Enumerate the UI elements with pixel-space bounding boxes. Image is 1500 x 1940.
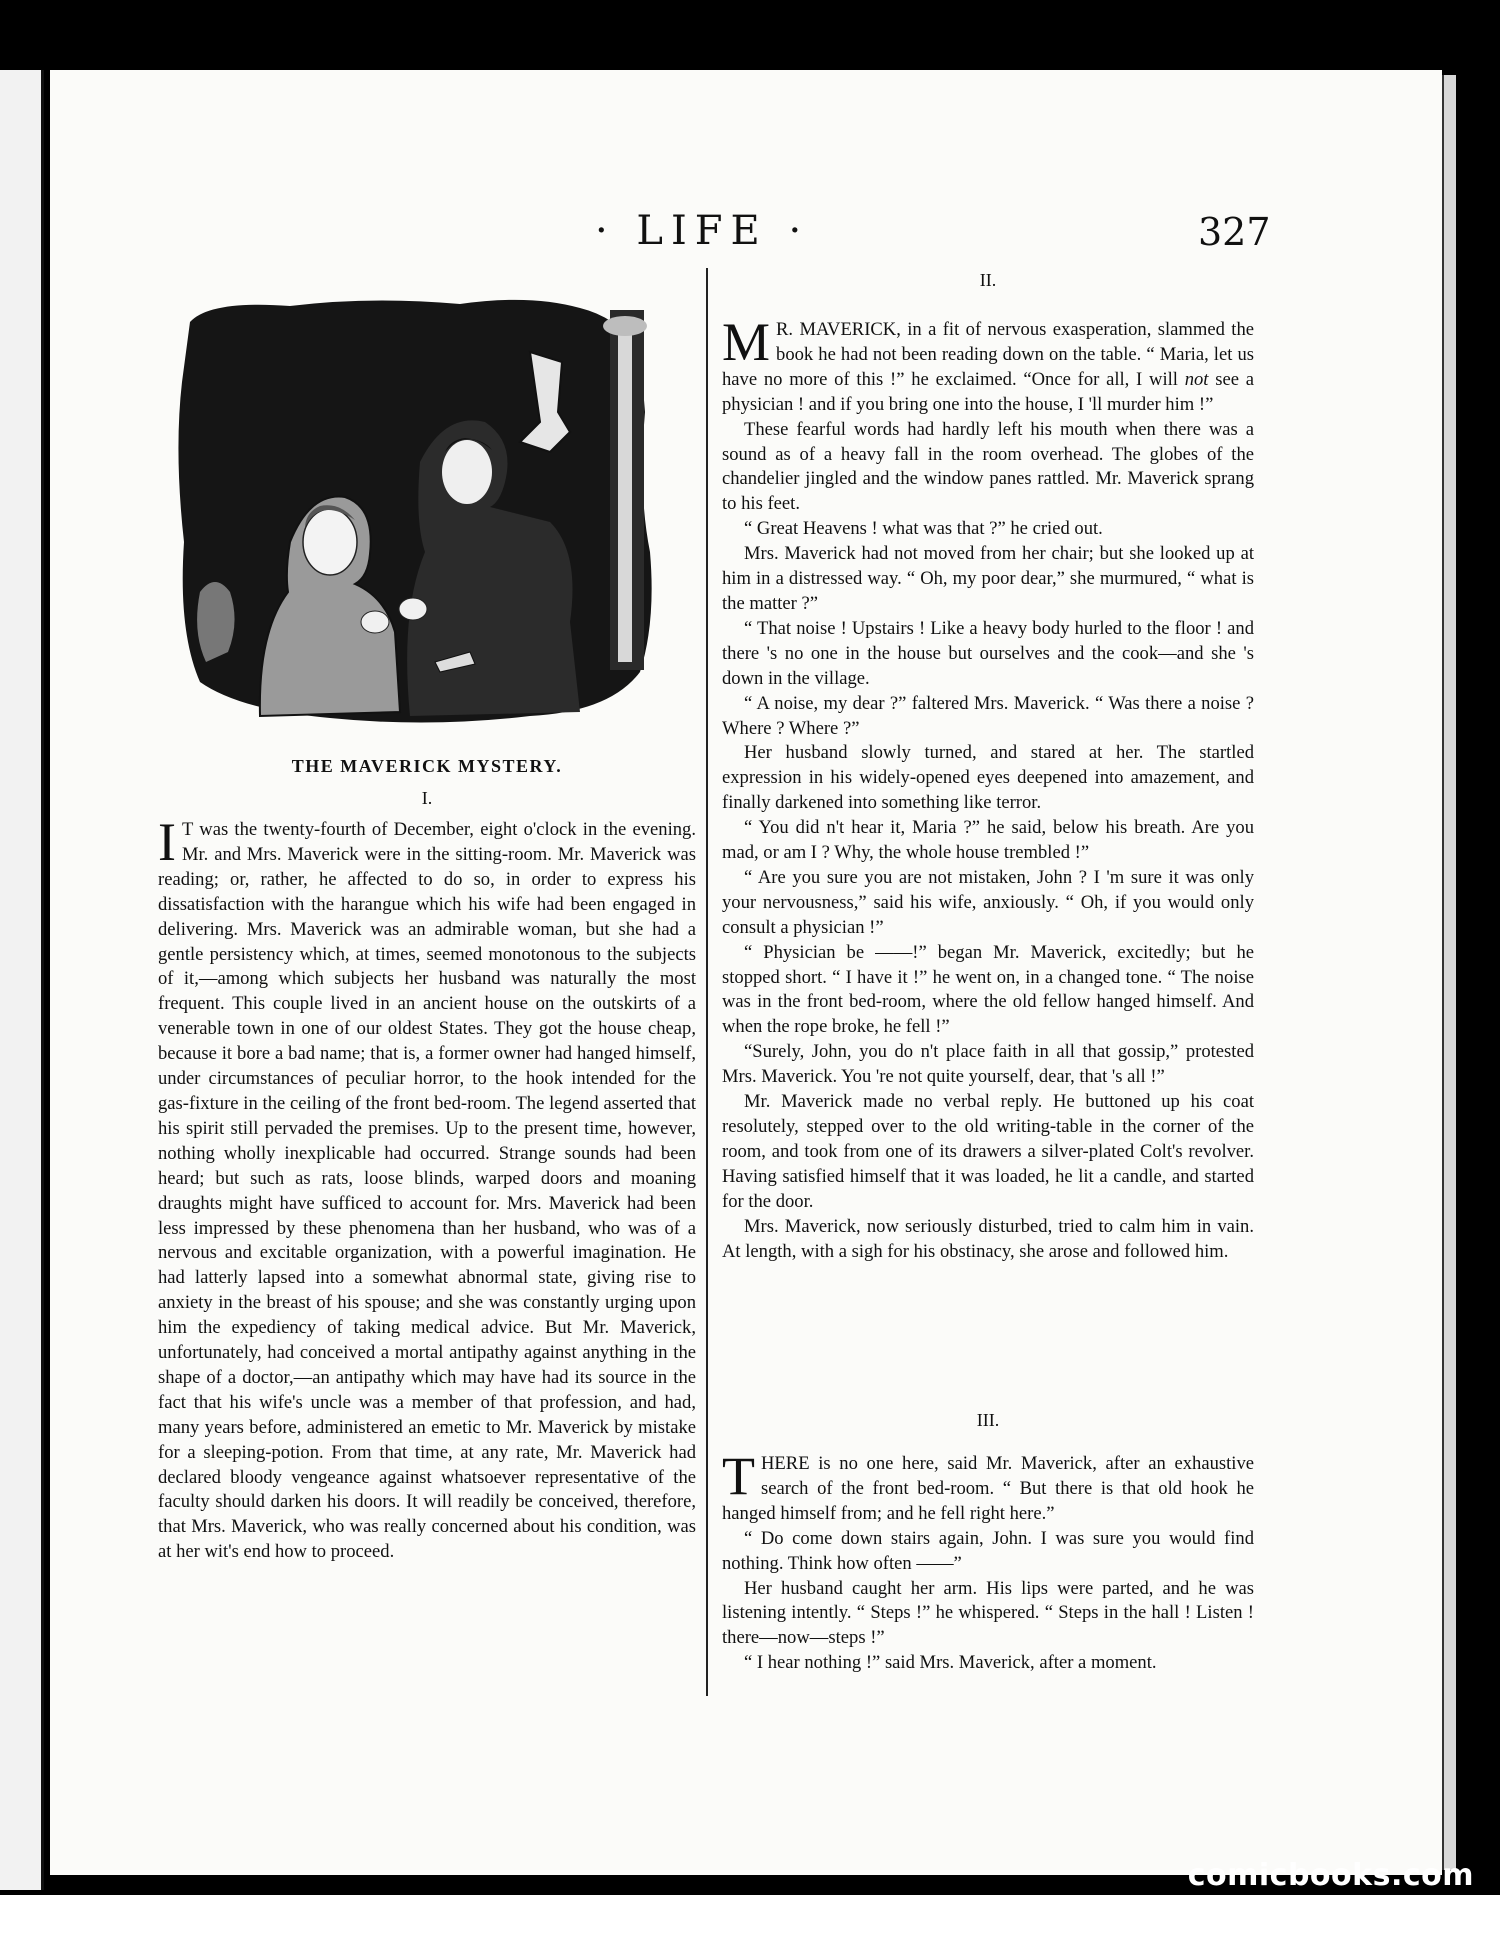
section-label-3: III.	[976, 1410, 1000, 1430]
paragraph: Mrs. Maverick, now seriously disturbed, tried to calm him in vain. At length, with a sigh for his obstinacy, she arose and followed him.	[722, 1215, 1254, 1262]
paragraph: “ Great Heavens ! what was that ?” he cried out.	[744, 518, 1103, 540]
paragraph	[158, 812, 696, 1565]
paragraph	[722, 1446, 1254, 1527]
paragraph-text: see a physician ! and if you bring one into the house, I 'll murder him !”	[722, 368, 1254, 415]
paragraph-text: HERE is no one here, said Mr. Maverick, after an exhaustive search of the front bed-room. “ But there is that old hook he hanged himself from; and he fell right here.”	[722, 1453, 1254, 1524]
paragraph-text: R. MAVERICK, in a fit of nervous exasperation, slammed the book he had not been reading down on the table. “ Maria, let us have no more of this !” he exclaimed. “Once for all, I will	[722, 319, 1254, 390]
paragraph: “ You did n't hear it, Maria ?” he said, below his breath. Are you mad, or am I ? Why, the whole house trembled !”	[722, 817, 1254, 864]
paragraph: Her husband slowly turned, and stared at her. The startled expression in his widely-opened eyes deepened into amazement, and finally darkened into something like terror.	[722, 742, 1254, 814]
paragraph: “ Physician be ——!” began Mr. Maverick, excitedly; but he stopped short. “ I have it !” he went on, in a changed tone. “ The noise was in the front bed-room, where the old fellow hanged himself. And when the rope broke, he fell !”	[722, 941, 1254, 1038]
right-column-continued	[722, 1446, 1254, 1676]
page-title: · LIFE ·	[595, 208, 810, 254]
emphasis-text: not	[1184, 368, 1209, 390]
paragraph: “ Do come down stairs again, John. I was sure you would find nothing. Think how often ——”	[722, 1527, 1254, 1574]
paragraph: Her husband caught her arm. His lips were parted, and he was listening intently. “ Steps !” he whispered. “ Steps in the hall ! Listen ! there—now—steps !”	[722, 1577, 1254, 1649]
paragraph: Mr. Maverick made no verbal reply. He buttoned up his coat resolutely, stepped over to the old writing-table in the corner of the room, and took from one of its drawers a silver-plated Colt's revolver. Having satisfied himself that it was loaded, he lit a candle, and started for the door.	[722, 1091, 1254, 1212]
paragraph: “ A noise, my dear ?” faltered Mrs. Maverick. “ Was there a noise ? Where ? Where ?”	[722, 692, 1254, 739]
story-illustration	[170, 292, 702, 734]
paragraph: “Surely, John, you do n't place faith in all that gossip,” protested Mrs. Maverick. You 're not quite yourself, dear, that 's all !”	[722, 1041, 1254, 1088]
drop-cap: T	[722, 1446, 755, 1506]
page-number: 327	[1198, 210, 1271, 254]
paragraph: “ That noise ! Upstairs ! Like a heavy body hurled to the floor ! and there 's no one in the house but ourselves and the cook—and she 's down in the village.	[722, 617, 1254, 689]
story-title: THE MAVERICK MYSTERY.	[291, 756, 563, 776]
paragraph-text: T was the twenty-fourth of December, eight o'clock in the evening. Mr. and Mrs. Maverick were in the sitting-room. Mr. Maverick was reading; or, rather, he affected to do so, in order to express his dissatisfaction with the harangue which his wife had been engaged in delivering. Mrs. Maverick was an admirable woman, but she had a gentle persistency which, at times, seemed monotonous to the subjects of it,—among which subjects her husband was naturally the most frequent. This couple lived in an ancient house on the outskirts of a venerable town in one of our oldest States. They got the house cheap, because it bore a bad name; that is, a former owner had hanged himself, under circumstances of peculiar horror, to the hook intended for the gas-fixture in the ceiling of the front bed-room. The legend asserted that his spirit still pervaded the premises. Up to the present time, however, nothing wholly inexplicable had occurred. Strange sounds had been heard; but such as rats, loose blinds, warped doors and moaning draughts might have sufficed to account for. Mrs. Maverick had been less impressed by these phenomena than her husband, who was of a nervous and excitable organization, with a powerful imagination. He had latterly lapsed into a somewhat abnormal state, giving rise to anxiety in the breast of his spouse; and she was constantly urging upon him the expediency of taking medical advice. But Mr. Maverick, unfortunately, had conceived a mortal antipathy against anything in the shape of a doctor,—an antipathy which may have had its source in the fact that his wife's uncle was a member of that profession, and had, many years before, administered an emetic to Mr. Maverick by mistake for a sleeping-potion. From that time, at any rate, Mr. Maverick had declared bloody vengeance against whatsoever representative of the faculty should darken his doors. It will readily be conceived, therefore, that Mrs. Maverick, who was really concerned about his condition, was at her wit's end how to proceed.	[158, 819, 696, 1563]
section-label-2: II.	[979, 270, 997, 290]
drop-cap: M	[722, 312, 771, 372]
bottom-strip	[0, 1895, 1500, 1940]
paragraph	[722, 312, 1254, 418]
left-column	[158, 812, 696, 1565]
right-column	[722, 312, 1254, 1264]
page-right-edge	[1442, 75, 1456, 1870]
paragraph: “ Are you sure you are not mistaken, John ? I 'm sure it was only your nervousness,” said his wife, anxiously. “ Oh, if you would only consult a physician !”	[722, 866, 1254, 938]
paragraph: Mrs. Maverick had not moved from her chair; but she looked up at him in a distressed way. “ Oh, my poor dear,” she murmured, “ what is the matter ?”	[722, 543, 1254, 614]
left-page-edge	[0, 70, 44, 1890]
watermark: comicbooks.com	[1187, 1858, 1474, 1893]
drop-cap: I	[158, 812, 176, 872]
paragraph: These fearful words had hardly left his mouth when there was a sound as of a heavy fall in the room overhead. The globes of the chandelier jingled and the window panes rattled. Mr. Maverick sprang to his feet.	[722, 418, 1254, 515]
section-label-1: I.	[421, 788, 433, 808]
paragraph: “ I hear nothing !” said Mrs. Maverick, after a moment.	[744, 1652, 1157, 1674]
column-rule	[706, 268, 708, 1696]
